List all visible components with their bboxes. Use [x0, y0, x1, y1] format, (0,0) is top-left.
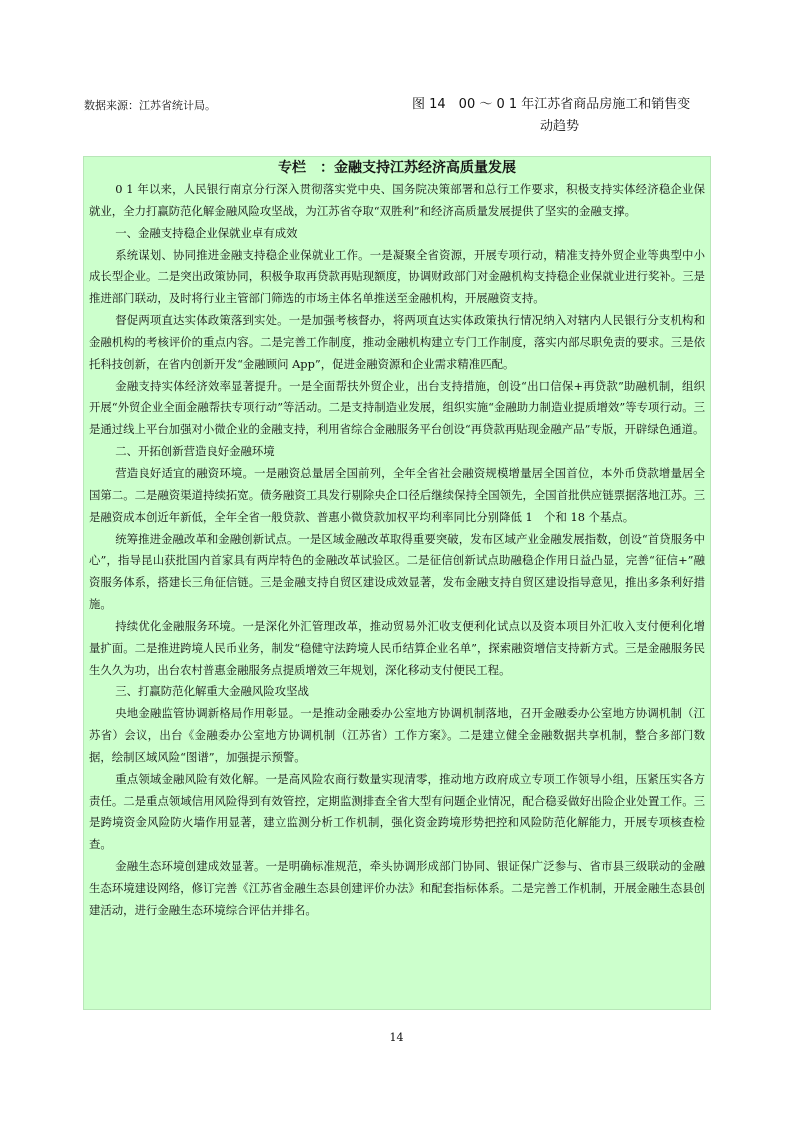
figure-caption-line-2: 动趋势	[540, 119, 580, 134]
body-paragraph: 持续优化金融服务环境。一是深化外汇管理改革，推动贸易外汇收支便利化试点以及资本项目外汇收入支付便利化增量扩面。二是推进跨境人民币业务，制发“稳健守法跨境人民币结算企业名单”，探索融资增信支持新方式。三是金融服务民生久久为功，出台农村普惠金融服务点提质增效三年规划，深化移动支付便民工程。	[89, 618, 705, 677]
body-paragraph: 营造良好适宜的融资环境。一是融资总量居全国前列，全年全省社会融资规模增量居全国首位，本外币贷款增量居全国第二。二是融资渠道持续拓宽。债务融资工具发行剔除央企口径后继续保持全国领先，全国首批供应链票据落地江苏。三是融资成本创近年新低，全年全省一般贷款、普惠小微贷款加权平均利率同比分别降低 1 个和 18 个基点。	[89, 465, 705, 524]
data-source-note: 数据来源：江苏省统计局。	[84, 99, 216, 112]
body-paragraph: 央地金融监管协调新格局作用彰显。一是推动金融委办公室地方协调机制落地，召开金融委办公室地方协调机制（江苏省）会议，出台《金融委办公室地方协调机制（江苏省）工作方案》。二是建立健全金融数据共享机制，整合多部门数据，绘制区域风险“图谱”，加强提示预警。	[89, 706, 705, 764]
section-heading-1: 一、金融支持稳企业保就业卓有成效	[115, 225, 298, 240]
body-paragraph: 督促两项直达实体政策落到实处。一是加强考核督办，将两项直达实体政策执行情况纳入对辖内人民银行分支机构和金融机构的考核评价的重点内容。二是完善工作制度，推动金融机构建立专门工作制度，落实内部尽职免责的要求。三是依托科技创新，在省内创新开发“金融顾问 App”，促进金融资源和企业需求精准匹配。	[89, 313, 705, 371]
body-paragraph: 金融生态环境创建成效显著。一是明确标准规范，牵头协调形成部门协同、银证保广泛参与、省市县三级联动的金融生态环境建设网络，修订完善《江苏省金融生态县创建评价办法》和配套指标体系。二是完善工作机制，开展金融生态县创建活动，进行金融生态环境综合评估并排名。	[89, 859, 705, 917]
section-heading-3: 三、打赢防范化解重大金融风险攻坚战	[115, 684, 309, 699]
body-paragraph: 系统谋划、协同推进金融支持稳企业保就业工作。一是凝聚全省资源，开展专项行动，精准支持外贸企业等典型中小成长型企业。二是突出政策协同，积极争取再贷款再贴现额度，协调财政部门对金融机构支持稳企业保就业进行奖补。三是推进部门联动，及时将行业主管部门筛选的市场主体名单推送至金融机构，开展融资支持。	[89, 247, 705, 306]
column-box	[83, 156, 711, 1010]
figure-caption-line-1: 图 14 00 ～ 0 1 年江苏省商品房施工和销售变	[412, 97, 691, 112]
column-title: 专栏 ：金融支持江苏经济高质量发展	[278, 160, 516, 176]
section-heading-2: 二、开拓创新营造良好金融环境	[115, 444, 275, 459]
intro-paragraph: 0 1 年以来，人民银行南京分行深入贯彻落实党中央、国务院决策部署和总行工作要求，积极支持实体经济稳企业保就业，全力打赢防范化解金融风险攻坚战，为江苏省夺取“双胜利”和经济高质量发展提供了坚实的金融支撑。	[89, 182, 705, 218]
page-number: 14	[389, 1031, 404, 1044]
column-body	[89, 179, 705, 922]
figure-caption	[412, 94, 712, 138]
body-paragraph: 统筹推进金融改革和金融创新试点。一是区域金融改革取得重要突破，发布区域产业金融发展指数，创设“首贷服务中心”，指导昆山获批国内首家具有两岸特色的金融改革试验区。二是征信创新试点助融稳企作用日益凸显，完善“征信+”融资服务体系，搭建长三角征信链。三是金融支持自贸区建设成效显著，发布金融支持自贸区建设指导意见，推出多条利好措施。	[89, 531, 705, 612]
body-paragraph: 重点领域金融风险有效化解。一是高风险农商行数量实现清零，推动地方政府成立专项工作领导小组，压紧压实各方责任。二是重点领域信用风险得到有效管控，定期监测排查全省大型有问题企业情况，配合稳妥做好出险企业处置工作。三是跨境资金风险防火墙作用显著，建立监测分析工作机制，强化资金跨境形势把控和风险防范化解能力，开展专项核查检查。	[89, 771, 705, 852]
body-paragraph: 金融支持实体经济效率显著提升。一是全面帮扶外贸企业，出台支持措施，创设“出口信保+再贷款”助融机制，组织开展“外贸企业全面金融帮扶专项行动”等活动。二是支持制造业发展，组织实施“金融助力制造业提质增效”等专项行动。三是通过线上平台加强对小微企业的金融支持，利用省综合金融服务平台创设“再贷款再贴现金融产品”专版，开辟绿色通道。	[89, 378, 705, 437]
